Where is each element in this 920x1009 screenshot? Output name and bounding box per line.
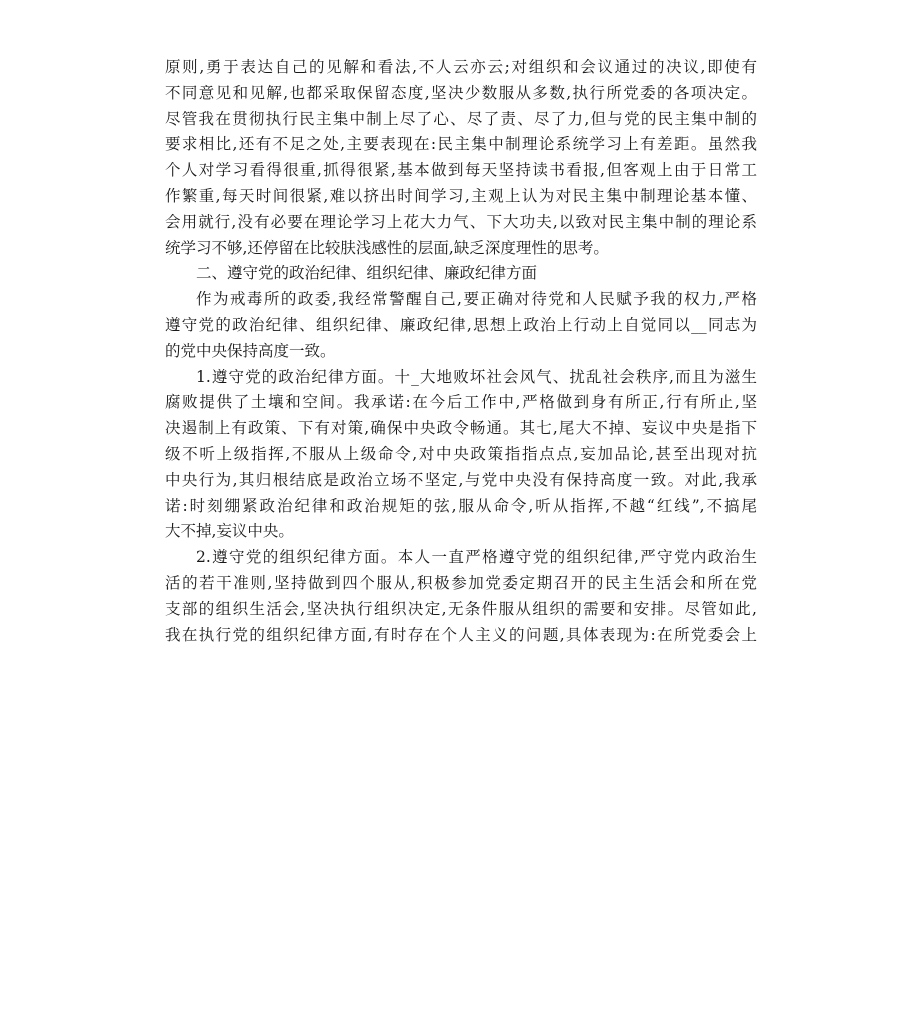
text-line: 不同意见和见解,也都采取保留态度,坚决少数服从多数,执行所党委的各项决定。	[165, 83, 757, 102]
text-line: 原则,勇于表达自己的见解和看法,不人云亦云;对组织和会议通过的决议,即使有	[165, 58, 757, 76]
text-line: 要求相比,还有不足之处,主要表现在:民主集中制理论系统学习上有差距。虽然我	[165, 135, 757, 154]
text-line: 作繁重,每天时间很紧,难以挤出时间学习,主观上认为对民主集中制理论基本懂、	[165, 186, 757, 205]
text-line: 级不听上级指挥,不服从上级命令,对中央政策指指点点,妄加品论,甚至出现对抗	[165, 444, 757, 463]
text-line: 会用就行,没有必要在理论学习上花大力气、下大功夫,以致对民主集中制的理论系	[165, 212, 757, 231]
text-line: 2.遵守党的组织纪律方面。本人一直严格遵守党的组织纪律,严守党内政治生	[196, 548, 757, 567]
text-line: 1.遵守党的政治纪律方面。十_大地败坏社会风气、扰乱社会秩序,而且为滋生	[196, 367, 757, 386]
text-line: 作为戒毒所的政委,我经常警醒自己,要正确对待党和人民赋予我的权力,严格	[196, 290, 757, 309]
text-line: 决遏制上有政策、下有对策,确保中央政令畅通。其七,尾大不掉、妄议中央是指下	[165, 419, 757, 438]
text-line: 我在执行党的组织纪律方面,有时存在个人主义的问题,具体表现为:在所党委会上	[165, 625, 757, 644]
text-line: 二、遵守党的政治纪律、组织纪律、廉政纪律方面	[196, 264, 538, 283]
text-line: 遵守党的政治纪律、组织纪律、廉政纪律,思想上政治上行动上自觉同以__同志为	[165, 315, 757, 334]
text-line: 统学习不够,还停留在比较肤浅感性的层面,缺乏深度理性的思考。	[165, 238, 609, 257]
text-line: 诺:时刻绷紧政治纪律和政治规矩的弦,服从命令,听从指挥,不越“红线”,不搞尾	[165, 496, 757, 515]
text-line: 尽管我在贯彻执行民主集中制上尽了心、尽了责、尽了力,但与党的民主集中制的	[165, 109, 757, 128]
text-line: 支部的组织生活会,坚决执行组织决定,无条件服从组织的需要和安排。尽管如此,	[165, 599, 757, 618]
text-line: 活的若干准则,坚持做到四个服从,积极参加党委定期召开的民主生活会和所在党	[165, 573, 757, 592]
document-body	[165, 55, 757, 648]
text-line: 中央行为,其归根结底是政治立场不坚定,与党中央没有保持高度一致。对此,我承	[165, 470, 757, 489]
text-line: 的党中央保持高度一致。	[165, 341, 336, 360]
text-line: 大不掉,妄议中央。	[165, 522, 294, 541]
text-line: 腐败提供了土壤和空间。我承诺:在今后工作中,严格做到身有所正,行有所止,坚	[165, 393, 757, 412]
text-line: 个人对学习看得很重,抓得很紧,基本做到每天坚持读书看报,但客观上由于日常工	[165, 161, 757, 180]
